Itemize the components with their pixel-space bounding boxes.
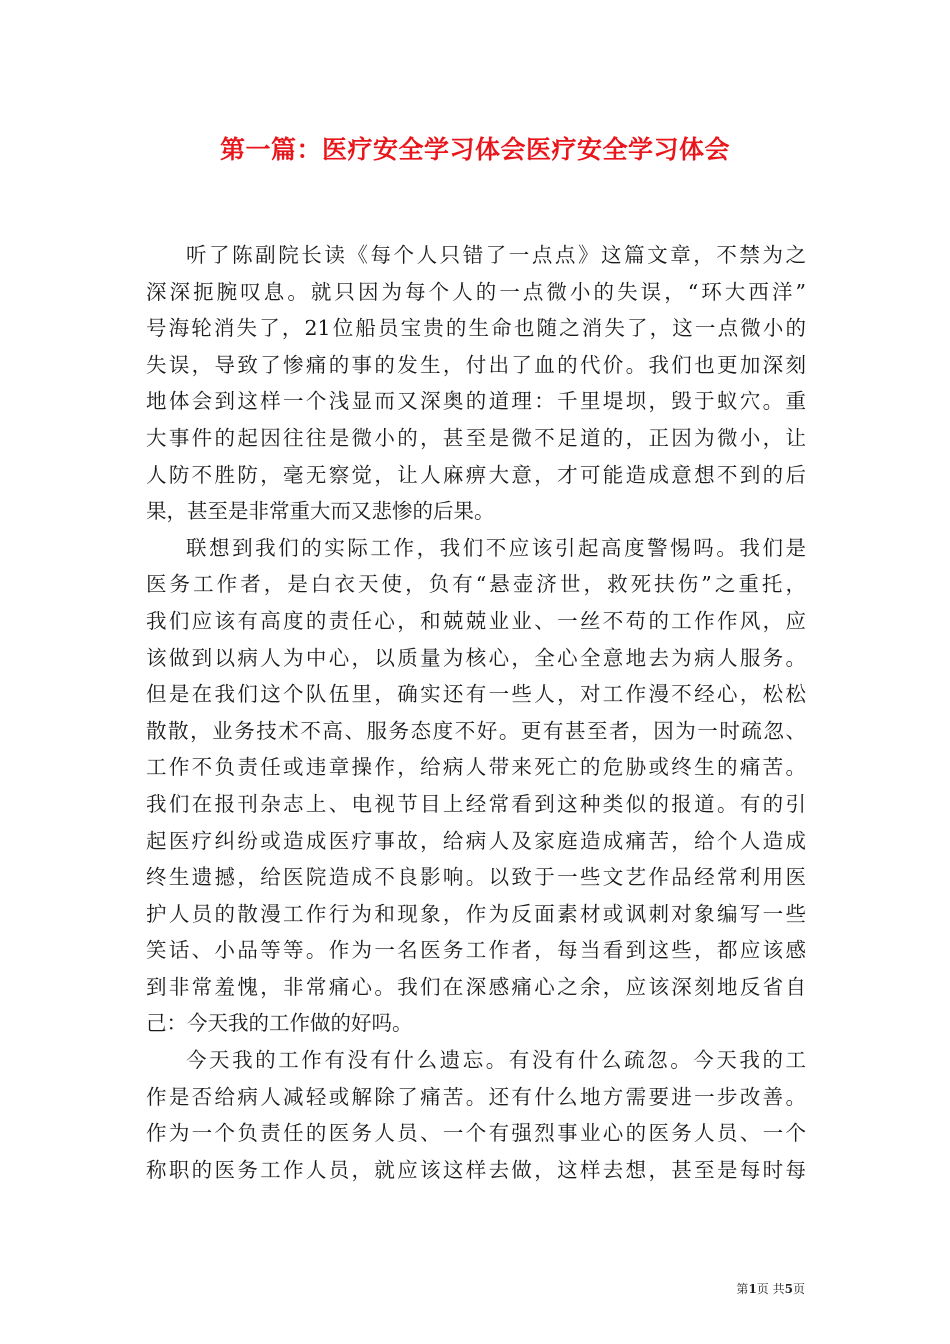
text-line: 大事件的起因往往是微小的，甚至是微不足道的，正因为微小，让 xyxy=(146,425,806,450)
text-line: 医务工作者，是白衣天使，负有“悬壶济世，救死扶伤”之重托， xyxy=(146,572,806,597)
footer-page-number: 1 xyxy=(748,1282,757,1296)
text-line: 称职的医务工作人员，就应该这样去做，这样去想，甚至是每时每 xyxy=(146,1157,806,1182)
text-line: 作为一个负责任的医务人员、一个有强烈事业心的医务人员、一个 xyxy=(146,1121,806,1146)
footer-total-pages: 5 xyxy=(784,1282,793,1296)
text-line: 但是在我们这个队伍里，确实还有一些人，对工作漫不经心，松松 xyxy=(146,682,806,707)
text-line: 工作不负责任或违章操作，给病人带来死亡的危胁或终生的痛苦。 xyxy=(146,755,806,780)
footer-suffix: 页 xyxy=(792,1282,805,1296)
text-line: 号海轮消失了，21位船员宝贵的生命也随之消失了，这一点微小的 xyxy=(146,316,806,341)
text-line: 我们在报刊杂志上、电视节目上经常看到这种类似的报道。有的引 xyxy=(146,791,806,816)
text-line: 护人员的散漫工作行为和现象，作为反面素材或讽刺对象编写一些 xyxy=(146,901,806,926)
text-line: 联想到我们的实际工作，我们不应该引起高度警惕吗。我们是 xyxy=(186,535,806,560)
text-line: 起医疗纠纷或造成医疗事故，给病人及家庭造成痛苦，给个人造成 xyxy=(146,828,806,853)
text-line: 听了陈副院长读《每个人只错了一点点》这篇文章，不禁为之 xyxy=(186,243,806,267)
text-line: 果，甚至是非常重大而又悲惨的后果。 xyxy=(146,499,495,524)
text-line: 地体会到这样一个浅显而又深奥的道理：千里堤坝，毁于蚁穴。重 xyxy=(146,389,806,414)
text-line: 终生遗撼，给医院造成不良影响。以致于一些文艺作品经常利用医 xyxy=(146,865,806,890)
text-line: 今天我的工作有没有什么遗忘。有没有什么疏忽。今天我的工 xyxy=(186,1048,806,1073)
text-line: 散散，业务技术不高、服务态度不好。更有甚至者，因为一时疏忽、 xyxy=(146,718,806,743)
text-line: 该做到以病人为中心，以质量为核心，全心全意地去为病人服务。 xyxy=(146,645,806,670)
text-line: 失误，导致了惨痛的事的发生，付出了血的代价。我们也更加深刻 xyxy=(146,352,806,377)
text-line: 人防不胜防，毫无察觉，让人麻痹大意，才可能造成意想不到的后 xyxy=(146,462,806,487)
text-line: 我们应该有高度的责任心，和兢兢业业、一丝不苟的工作作风，应 xyxy=(146,608,806,633)
footer-middle: 页 共 xyxy=(756,1282,785,1296)
text-line: 笑话、小品等等。作为一名医务工作者，每当看到这些，都应该感 xyxy=(146,938,806,963)
text-line: 作是否给病人减轻或解除了痛苦。还有什么地方需要进一步改善。 xyxy=(146,1084,806,1109)
text-line: 到非常羞愧，非常痛心。我们在深感痛心之余，应该深刻地反省自 xyxy=(146,974,806,999)
text-line: 己：今天我的工作做的好吗。 xyxy=(146,1011,413,1036)
text-line: 深深扼腕叹息。就只因为每个人的一点微小的失误，“环大西洋” xyxy=(146,279,806,304)
document-body xyxy=(146,237,806,1188)
document-title: 第一篇：医疗安全学习体会医疗安全学习体会 xyxy=(219,135,730,164)
page-footer xyxy=(736,1281,805,1297)
footer-prefix: 第 xyxy=(736,1282,749,1296)
